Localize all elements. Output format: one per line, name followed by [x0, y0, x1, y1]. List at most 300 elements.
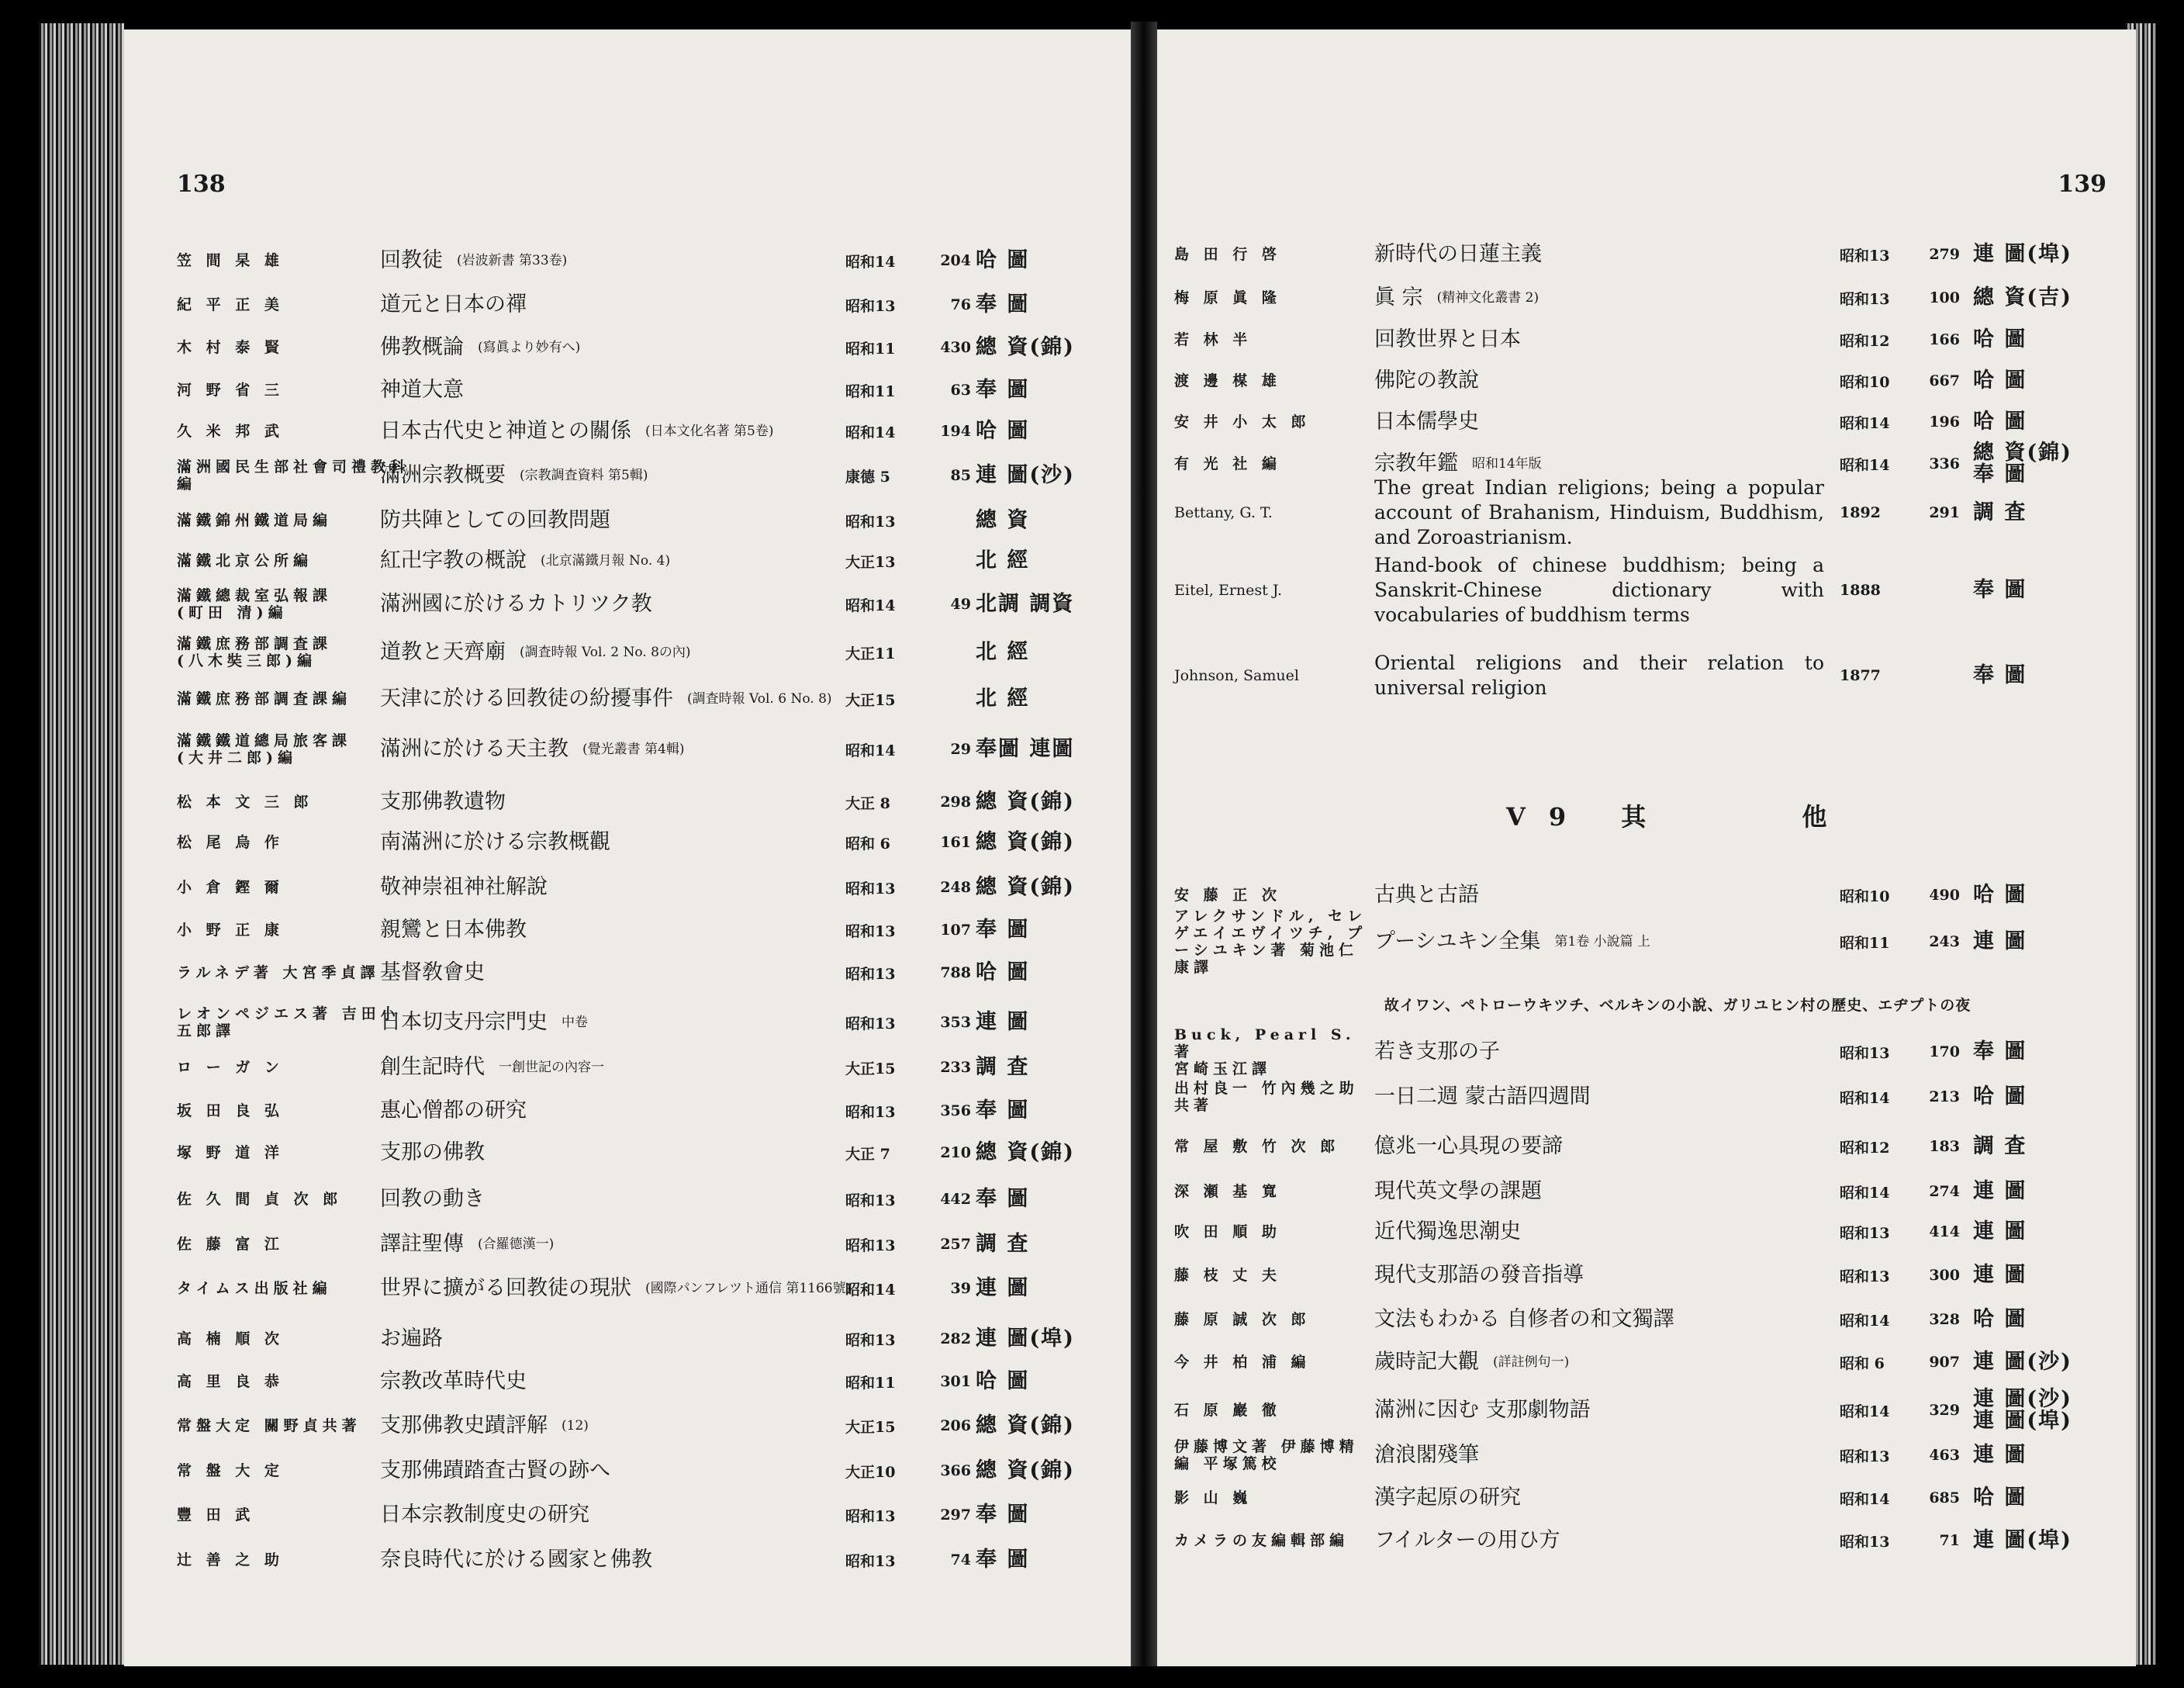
entry-year: 大正10 [845, 1463, 896, 1481]
entry-pages: 788 [940, 964, 971, 981]
entry-location: 奉 圖 [976, 1548, 1030, 1572]
catalog-entry [124, 539, 1131, 583]
entry-pages: 204 [940, 252, 971, 269]
entry-location: 連 圖(沙) 連 圖(埠) [1973, 1387, 2072, 1433]
entry-year: 昭和13 [1840, 1448, 1890, 1465]
catalog-entry [124, 1493, 1131, 1537]
entry-author: 滿鐵總裁室弘報課 (町田 清)編 [177, 587, 333, 621]
entry-year: 昭和14 [1840, 1089, 1890, 1107]
entry-title-text: 創生記時代 [380, 1055, 485, 1079]
entry-pages: 297 [940, 1506, 971, 1524]
entry-year: 昭和13 [1840, 247, 1890, 265]
catalog-entry [1157, 1340, 2136, 1384]
catalog-entry [1157, 400, 2136, 444]
entry-location: 連 圖 [976, 1276, 1030, 1300]
entry-author: 常 盤 大 定 [177, 1462, 284, 1479]
entry-title [1374, 1210, 1824, 1254]
entry-author: 伊藤博文著 伊藤博精編 平塚篤校 [1174, 1438, 1359, 1472]
catalog-entry [124, 1538, 1131, 1582]
entry-location: 連 圖(埠) [976, 1327, 1075, 1351]
entry-year: 昭和13 [1840, 290, 1890, 308]
entry-pages: 213 [1929, 1088, 1960, 1105]
catalog-entry [124, 239, 1131, 282]
catalog-entry [124, 821, 1131, 864]
entry-author: アレクサンドル, セレゲエイエヴイツチ, プーシユキン著 菊池仁康譯 [1174, 908, 1367, 976]
entry-year: 昭和13 [845, 1192, 896, 1209]
entry-author: 辻 善 之 助 [177, 1551, 284, 1569]
catalog-entry [124, 1317, 1131, 1361]
entry-year: 昭和13 [1840, 1268, 1890, 1285]
entry-title [1374, 1298, 1824, 1341]
entry-title-text: 日本儒學史 [1374, 410, 1479, 434]
entry-author: 藤 原 誠 次 郎 [1174, 1311, 1311, 1328]
entry-author: Eitel, Ernest J. [1174, 582, 1283, 599]
entry-pages: 85 [950, 467, 971, 484]
catalog-entry [1157, 1254, 2136, 1297]
entry-pages: 74 [950, 1551, 971, 1569]
catalog-entry [124, 499, 1131, 542]
section-heading [1506, 797, 1850, 833]
entry-author: 常盤大定 關野貞共著 [177, 1417, 361, 1434]
section-label-1: 其 [1621, 802, 1670, 832]
catalog-entry [1157, 1210, 2136, 1254]
entry-title-text: 防共陣としての回教問題 [380, 508, 610, 532]
catalog-entry [124, 1178, 1131, 1221]
entry-year: 昭和12 [1840, 332, 1890, 350]
catalog-entry [124, 283, 1131, 327]
entry-year: 昭和11 [845, 382, 896, 400]
entry-title [1374, 276, 1824, 320]
entry-year: 昭和14 [1840, 1184, 1890, 1202]
entry-title-text: 億兆一心具現の要諦 [1374, 1134, 1563, 1158]
entry-pages: 76 [950, 296, 971, 313]
entry-location: 哈 圖 [1973, 883, 2027, 907]
entry-pages: 353 [940, 1014, 971, 1031]
entry-location: 奉 圖 [976, 1503, 1030, 1527]
entry-location: 北 經 [976, 640, 1030, 664]
entry-year: 昭和13 [845, 880, 896, 898]
entry-pages: 210 [940, 1144, 971, 1161]
entry-year: 昭和13 [845, 513, 896, 531]
entry-author: 若 林 半 [1174, 331, 1253, 348]
entry-pages: 336 [1929, 455, 1960, 472]
entry-pages: 100 [1929, 289, 1960, 306]
entry-location: 奉 圖 [976, 1098, 1030, 1122]
entry-note: 昭和14年版 [1472, 456, 1542, 472]
entry-pages: 282 [940, 1330, 971, 1347]
entry-title-text: Hand-book of chinese buddhism; being a Sanskrit-Chinese dictionary with vocabularies of buddhism terms [1374, 554, 1824, 626]
entry-year: 昭和14 [845, 597, 896, 614]
section-number: V9 [1506, 802, 1590, 832]
entry-pages: 301 [940, 1373, 971, 1390]
entry-title-text: 文法もわかる 自修者の和文獨譯 [1374, 1307, 1674, 1331]
entry-author: カメラの友編輯部編 [1174, 1532, 1349, 1549]
entry-location: 北調 調資 [976, 592, 1075, 616]
entry-title [1374, 1389, 1824, 1432]
entry-location: 連 圖(沙) [1973, 1350, 2072, 1374]
right-page [1157, 29, 2136, 1666]
entry-pages: 328 [1929, 1311, 1960, 1328]
entry-location: 總 資(錦) [976, 335, 1075, 359]
entry-author: 滿鐵庶務部調査課編 [177, 690, 352, 707]
entry-location: 調 査 [976, 1232, 1030, 1256]
entry-pages: 463 [1929, 1447, 1960, 1464]
entry-author: Bettany, G. T. [1174, 504, 1273, 521]
entry-pages: 298 [940, 794, 971, 811]
entry-location: 連 圖 [976, 1010, 1030, 1034]
entry-year: 昭和14 [845, 1281, 896, 1299]
entry-title [1374, 1340, 1824, 1384]
entry-location: 連 圖 [1973, 1179, 2027, 1203]
entry-location: 哈 圖 [976, 248, 1030, 272]
book-spine [1131, 22, 1157, 1666]
entry-author: 滿鐵錦州鐵道局編 [177, 512, 333, 529]
entry-pages: 907 [1929, 1354, 1960, 1371]
entry-title-text: 近代獨逸思潮史 [1374, 1219, 1521, 1244]
entry-location: 總 資(錦) [976, 830, 1075, 854]
catalog-entry [124, 1046, 1131, 1089]
entry-year: 昭和11 [845, 1374, 896, 1392]
entry-title-text: 現代支那語の發音指導 [1374, 1263, 1584, 1287]
entry-title [1374, 400, 1824, 444]
entry-title-text: 敬神崇祖神社解說 [380, 875, 548, 899]
entry-pages: 39 [950, 1280, 971, 1297]
entry-author: 深 瀬 基 寬 [1174, 1183, 1281, 1200]
entry-location: 奉 圖 [976, 378, 1030, 402]
entry-location: 哈 圖 [976, 419, 1030, 443]
entry-title-text: 世界に擴がる回教徒の現狀 [380, 1276, 631, 1300]
entry-pages: 442 [940, 1191, 971, 1208]
entry-title-text: 漢字起原の研究 [1374, 1486, 1521, 1510]
entry-author: 高 里 良 恭 [177, 1373, 284, 1390]
entry-year: 昭和14 [845, 424, 896, 441]
entry-title-text: 惠心僧都の研究 [380, 1098, 527, 1122]
catalog-entry [1157, 1170, 2136, 1213]
entry-title [1374, 318, 1824, 361]
entry-year: 昭和14 [1840, 1312, 1890, 1330]
entry-year: 昭和14 [1840, 414, 1890, 432]
entry-title-text: 支那の佛教 [380, 1140, 485, 1164]
catalog-entry [124, 368, 1131, 412]
entry-pages [917, 631, 971, 674]
entry-pages: 243 [1929, 933, 1960, 950]
entry-location: 哈 圖 [1973, 368, 2027, 393]
entry-author: 豐 田 武 [177, 1506, 255, 1524]
entry-location: 連 圖(埠) [1973, 1528, 2072, 1552]
entry-year: 昭和13 [845, 965, 896, 983]
catalog-entry [124, 1267, 1131, 1310]
entry-title-text: 紅卍字教の概說 [380, 548, 527, 572]
catalog-entry [1157, 1476, 2136, 1520]
catalog-entry [124, 1131, 1131, 1174]
entry-year: 大正 7 [845, 1145, 890, 1163]
entry-title-text: 滄浪閣殘筆 [1374, 1443, 1479, 1467]
entry-location: 奉 圖 [976, 918, 1030, 942]
catalog-entry [1157, 1298, 2136, 1341]
entry-year: 昭和13 [1840, 1224, 1890, 1242]
entry-pages: 49 [950, 596, 971, 613]
entry-title-text: フイルターの用ひ方 [1374, 1528, 1560, 1552]
entry-author: タイムス出版社編 [177, 1280, 332, 1297]
catalog-entry [124, 728, 1131, 771]
entry-title [1374, 233, 1824, 276]
entry-title [1374, 1075, 1824, 1119]
entry-title [1374, 470, 1824, 555]
entry-author: 影 山 巍 [1174, 1489, 1253, 1506]
entry-author: レオンペジエス著 吉田小五郎譯 [177, 1005, 400, 1039]
entry-year: 康德 5 [845, 468, 890, 486]
entry-author: Johnson, Samuel [1174, 667, 1299, 684]
entry-note: (詳註例句一) [1493, 1354, 1570, 1370]
entry-location: 總 資(錦) [976, 790, 1075, 814]
entry-location: 奉 圖 [976, 292, 1030, 316]
catalog-entry [1157, 1026, 2136, 1077]
entry-pages [917, 539, 971, 583]
entry-title-text: 天津に於ける回教徒の紛擾事件 [380, 687, 673, 711]
entry-author: 梅 原 眞 隆 [1174, 289, 1281, 306]
entry-location: 總 資 [976, 508, 1030, 532]
entry-author: 坂 田 良 弘 [177, 1102, 284, 1119]
entry-title [1374, 548, 1824, 633]
entry-title-text: 滿洲國に於けるカトリツク教 [380, 592, 652, 616]
entry-year: 昭和13 [845, 1507, 896, 1525]
page-number-left: 138 [177, 171, 226, 198]
entry-location: 奉 圖 [1973, 663, 2027, 687]
catalog-entry [1157, 1075, 2136, 1119]
catalog-entry [124, 780, 1131, 824]
entry-note: (北京滿鐵月報 No. 4) [541, 553, 671, 569]
entry-pages: 685 [1929, 1489, 1960, 1506]
entry-title-text: 道教と天齊廟 [380, 640, 506, 664]
section-label-2: 他 [1802, 802, 1851, 832]
entry-title-text: お遍路 [380, 1327, 443, 1351]
entry-author: 塚 野 道 洋 [177, 1144, 284, 1161]
entry-pages: 196 [1929, 413, 1960, 431]
entry-author: 有 光 社 編 [1174, 455, 1281, 472]
entry-year: 昭和13 [845, 1552, 896, 1570]
entry-year: 昭和13 [845, 1015, 896, 1033]
entry-location: 調 査 [1973, 500, 2027, 524]
entry-pages: 257 [940, 1236, 971, 1253]
entry-year: 昭和13 [845, 1237, 896, 1254]
entry-pages: 161 [940, 834, 971, 851]
entry-title-text: 若き支那の子 [1374, 1039, 1500, 1064]
entry-location: 連 圖 [1973, 1263, 2027, 1287]
entry-author: 高 楠 順 次 [177, 1330, 284, 1347]
entry-author: 小 倉 鏗 爾 [177, 879, 284, 896]
entry-author: 久 米 邦 武 [177, 423, 284, 440]
entry-pages: 233 [940, 1059, 971, 1076]
entry-author: Buck, Pearl S.著 宮崎玉江譯 [1174, 1026, 1356, 1077]
catalog-entry [1157, 633, 2136, 718]
entry-location: 總 資(錦) [976, 1413, 1075, 1437]
entry-location: 哈 圖 [1973, 327, 2027, 351]
entry-year: 昭和12 [1840, 1139, 1890, 1157]
entry-author: ラルネデ著 大宮季貞譯 [177, 964, 380, 981]
entry-pages: 291 [1929, 504, 1960, 521]
entry-location: 北 經 [976, 548, 1030, 572]
entry-title-text: 滿洲に於ける天主教 [380, 737, 568, 761]
entry-year: 昭和14 [1840, 1490, 1890, 1508]
entry-title [1374, 873, 1824, 917]
entry-pages [1913, 548, 1960, 633]
entry-year: 大正15 [845, 1060, 896, 1077]
entry-year: 昭和14 [1840, 1403, 1890, 1420]
entry-title-text: 新時代の日蓮主義 [1374, 242, 1542, 266]
entry-location: 奉 圖 [976, 1187, 1030, 1211]
catalog-entry [1157, 359, 2136, 403]
entry-title [1374, 1254, 1824, 1297]
entry-location: 調 査 [976, 1055, 1030, 1079]
entry-note: (覺光叢書 第4輯) [582, 742, 685, 757]
entry-note: 一創世記の內容一 [499, 1060, 604, 1075]
entry-author: 松 本 文 三 郎 [177, 794, 313, 811]
entry-author: 滿鐵鐵道總局旅客課 (大井二郎)編 [177, 732, 352, 766]
entry-pages: 170 [1929, 1043, 1960, 1060]
entry-title-text: プーシユキン全集 [1374, 929, 1541, 953]
entry-pages: 206 [940, 1417, 971, 1434]
entry-note: (日本文化名著 第5卷) [645, 424, 774, 439]
entry-location: 奉 圖 [1973, 1039, 2027, 1064]
entry-year: 昭和10 [1840, 373, 1890, 391]
catalog-entry [1157, 908, 2136, 976]
page-number-right: 139 [2058, 171, 2106, 198]
catalog-entry [124, 1449, 1131, 1493]
entry-year: 昭和13 [845, 922, 896, 940]
entry-location: 哈 圖 [1973, 1486, 2027, 1510]
entry-author: 河 野 省 三 [177, 382, 284, 399]
entry-author: 佐 藤 富 江 [177, 1236, 284, 1253]
entry-pages: 274 [1929, 1183, 1960, 1200]
entry-title-text: 神道大意 [380, 378, 464, 402]
entry-title-text: 佛教概論 [380, 335, 464, 359]
entry-title-text: 道元と日本の禪 [380, 292, 527, 316]
entry-year: 大正13 [845, 553, 896, 571]
entry-pages: 183 [1929, 1138, 1960, 1155]
entry-title [1374, 1170, 1824, 1213]
entry-title-text: 一日二週 蒙古語四週間 [1374, 1084, 1591, 1109]
entry-year: 昭和11 [1840, 934, 1890, 952]
entry-year: 昭和13 [1840, 1533, 1890, 1551]
entry-title-text: 基督敎會史 [380, 960, 485, 984]
entry-year: 昭和14 [845, 742, 896, 759]
entry-year: 大正15 [845, 1418, 896, 1436]
catalog-entry [124, 1404, 1131, 1448]
catalog-entry [124, 454, 1131, 497]
entry-location: 總 資(吉) [1973, 285, 2072, 310]
catalog-entry [1157, 233, 2136, 276]
entry-title-text: 支那佛蹟踏査古賢の跡へ [380, 1458, 610, 1482]
entry-title [1374, 359, 1824, 403]
entry-location: 北 經 [976, 687, 1030, 711]
entry-title-text: 日本古代史と神道との關係 [380, 419, 631, 443]
entry-year: 昭和13 [845, 297, 896, 315]
entry-title-text: 譯註聖傳 [380, 1232, 464, 1256]
entry-location: 連 圖 [1973, 929, 2027, 953]
entry-title [1374, 1434, 1824, 1477]
entry-note: (調査時報 Vol. 2 No. 8の內) [520, 645, 691, 660]
entry-pages: 248 [940, 879, 971, 896]
entry-pages: 430 [940, 339, 971, 356]
entry-title [1374, 633, 1824, 718]
entry-year: 大正 8 [845, 794, 890, 812]
catalog-entry [1157, 470, 2136, 555]
entry-author: 滿洲國民生部社會司禮教科編 [177, 458, 410, 493]
catalog-entry [124, 583, 1131, 626]
entry-pages: 329 [1929, 1402, 1960, 1419]
entry-year: 昭和13 [845, 1103, 896, 1121]
entry-year: 1877 [1840, 667, 1881, 684]
entry-author: 小 野 正 康 [177, 922, 284, 939]
entry-author: 藤 枝 丈 夫 [1174, 1267, 1281, 1284]
catalog-entry [1157, 548, 2136, 633]
catalog-entry [1157, 1519, 2136, 1562]
catalog-entry [124, 908, 1131, 952]
entry-year: 1888 [1840, 582, 1881, 599]
entry-author: 吹 田 順 助 [1174, 1223, 1281, 1240]
catalog-entry [1157, 1389, 2136, 1432]
entry-year: 昭和14 [845, 253, 896, 271]
entry-title [1374, 1030, 1824, 1074]
entry-year: 昭和13 [1840, 1044, 1890, 1062]
catalog-entry [124, 1089, 1131, 1133]
entry-title-text: 宗教年鑑 [1374, 451, 1458, 476]
entry-location: 連 圖(埠) [1973, 242, 2072, 266]
entry-note: (調査時報 Vol. 6 No. 8) [687, 691, 832, 707]
catalog-entry [1157, 276, 2136, 320]
entry-location: 奉圖 連圖 [976, 737, 1075, 761]
catalog-entry [124, 951, 1131, 994]
entry-title-text: Oriental religions and their relation to universal religion [1374, 652, 1824, 699]
entry-author: 石 原 巖 徹 [1174, 1402, 1281, 1419]
entry-note: 第1卷 小說篇 上 [1554, 934, 1651, 950]
catalog-entry [124, 410, 1131, 453]
entry-location: 哈 圖 [1973, 410, 2027, 434]
entry-location: 哈 圖 [976, 1369, 1030, 1393]
catalog-entry [124, 1223, 1131, 1266]
contents-note: 故イワン、ペトローウキツチ、ベルキンの小說、ガリユヒン村の歷史、エヂプトの夜 [1384, 997, 1971, 1014]
entry-author: 安 藤 正 次 [1174, 887, 1281, 904]
entry-note: (宗教調査資料 第5輯) [520, 468, 648, 483]
entry-pages: 490 [1929, 887, 1960, 904]
left-page-edge-shadow [39, 23, 124, 1665]
entry-pages: 166 [1929, 331, 1960, 348]
catalog-entry [124, 866, 1131, 909]
entry-title-text: 歲時記大觀 [1374, 1350, 1479, 1374]
entry-author: ロ ー ガ ン [177, 1059, 284, 1076]
entry-year: 大正15 [845, 691, 896, 709]
entry-year: 昭和 6 [1840, 1354, 1885, 1372]
entry-year: 1892 [1840, 504, 1881, 521]
entry-title-text: 滿洲宗教概要 [380, 463, 506, 487]
entry-title-text: 支那佛教遺物 [380, 790, 506, 814]
entry-title-text: 回教徒 [380, 248, 443, 272]
entry-location: 連 圖(沙) [976, 463, 1075, 487]
catalog-entry [124, 631, 1131, 674]
entry-location: 哈 圖 [1973, 1084, 2027, 1109]
entry-pages: 667 [1929, 372, 1960, 389]
entry-pages [917, 677, 971, 721]
entry-pages: 71 [1939, 1532, 1960, 1549]
entry-title [1374, 920, 1824, 963]
entry-author: 島 田 行 啓 [1174, 246, 1281, 263]
entry-author: 紀 平 正 美 [177, 296, 284, 313]
entry-pages: 279 [1929, 246, 1960, 263]
entry-location: 總 資(錦) [976, 1140, 1075, 1164]
entry-year: 昭和 6 [845, 835, 890, 853]
entry-note: (國際パンフレツト通信 第1166號) [645, 1281, 852, 1296]
catalog-entry [124, 1360, 1131, 1403]
